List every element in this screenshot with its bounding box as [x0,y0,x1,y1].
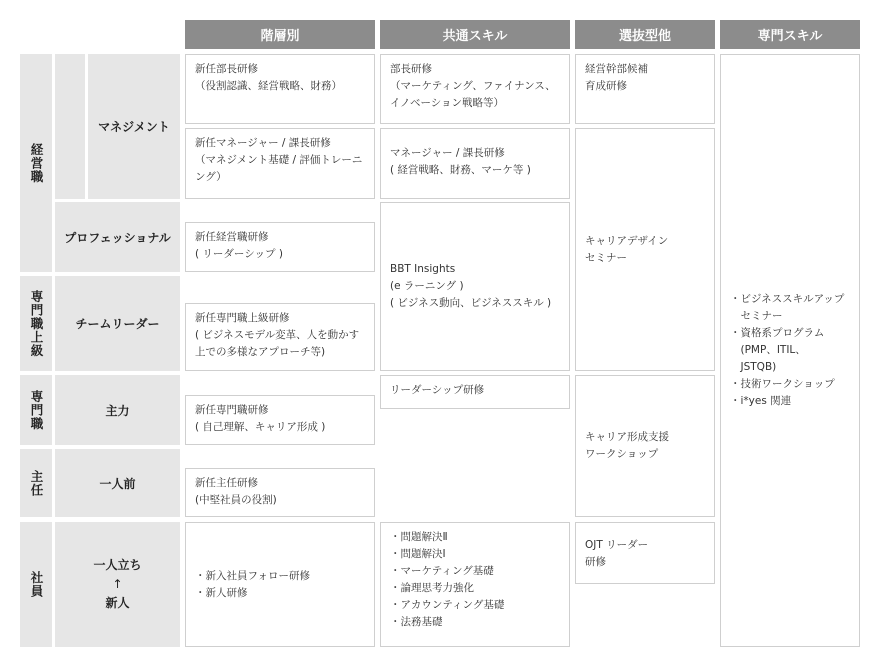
level-management: マネジメント [98,120,170,134]
category-shunin: 主任 [29,469,44,497]
hierarchy-shain-text: ・新入社員フォロー研修 ・新人研修 [195,569,310,599]
level-professional: プロフェッショナル [64,230,171,245]
selective-keiei: 経営幹部候補 育成研修 [575,54,715,124]
common-buchou: 部長研修 （マーケティング、ファイナンス、イノベーション戦略等） [380,54,570,124]
level-shinjin: 新人 [105,596,130,610]
header-hierarchy: 階層別 [185,20,375,49]
selective-career-keisei [575,375,715,517]
header-common-skill: 共通スキル [380,20,570,49]
level-band-management-left [55,54,85,199]
hierarchy-keieishoku: 新任経営職研修 ( リーダーシップ ) [185,222,375,272]
specialist-programs [720,54,860,647]
hierarchy-shunin: 新任主任研修 (中堅社員の役割) [185,468,375,517]
arrow-up-icon: ↑ [112,577,123,591]
hierarchy-manager: 新任マネージャー / 課長研修 （マネジメント基礎 / 評価トレーニング） [185,128,375,199]
hierarchy-senmon: 新任専門職研修 ( 自己理解、キャリア形成 ) [185,395,375,445]
hierarchy-buchou: 新任部長研修 （役割認識、経営戦略、財務） [185,54,375,124]
header-selective: 選抜型他 [575,20,715,49]
category-senmon: 専門職 [29,389,44,431]
selective-career-design-text: キャリアデザイン セミナー [585,234,669,264]
common-leadership: リーダーシップ研修 [380,375,570,409]
selective-career-keisei-text: キャリア形成支援 ワークショップ [585,431,669,460]
level-shuryoku: 主力 [105,403,130,418]
specialist-programs-text: ・ビジネススキルアップ セミナー ・資格系プログラム (PMP、ITIL、 JSTQB) ・技術ワークショップ ・i*yes 関連 [730,293,845,407]
level-hitoridachi: 一人立ち [93,558,142,572]
common-manager: マネージャー / 課長研修 ( 経営戦略、財務、マーケ等 ) [380,128,570,199]
common-shain: ・問題解決Ⅱ ・問題解決Ⅰ ・マーケティング基礎 ・論理思考力強化 ・アカウンティング基礎 ・法務基礎 [380,522,570,647]
level-shain [55,522,180,647]
common-bbt-text: BBT Insights (e ラーニング ) ( ビジネス動向、ビジネススキル ) [390,263,552,309]
level-ichininmae: 一人前 [99,476,136,491]
category-keieishoku: 経営職 [29,142,44,184]
level-team-leader: チームリーダー [75,317,160,331]
category-shain: 社員 [29,571,44,598]
category-senmon-jokyu: 専門職上級 [29,289,44,358]
common-bbt-insights [380,202,570,371]
selective-career-design [575,128,715,371]
hierarchy-senmon-jokyu: 新任専門職上級研修 ( ビジネスモデル変革、人を動かす上での多様なアプローチ等) [185,303,375,371]
header-specialist: 専門スキル [720,20,860,49]
hierarchy-shain [185,522,375,647]
selective-ojt: OJT リーダー 研修 [575,522,715,584]
